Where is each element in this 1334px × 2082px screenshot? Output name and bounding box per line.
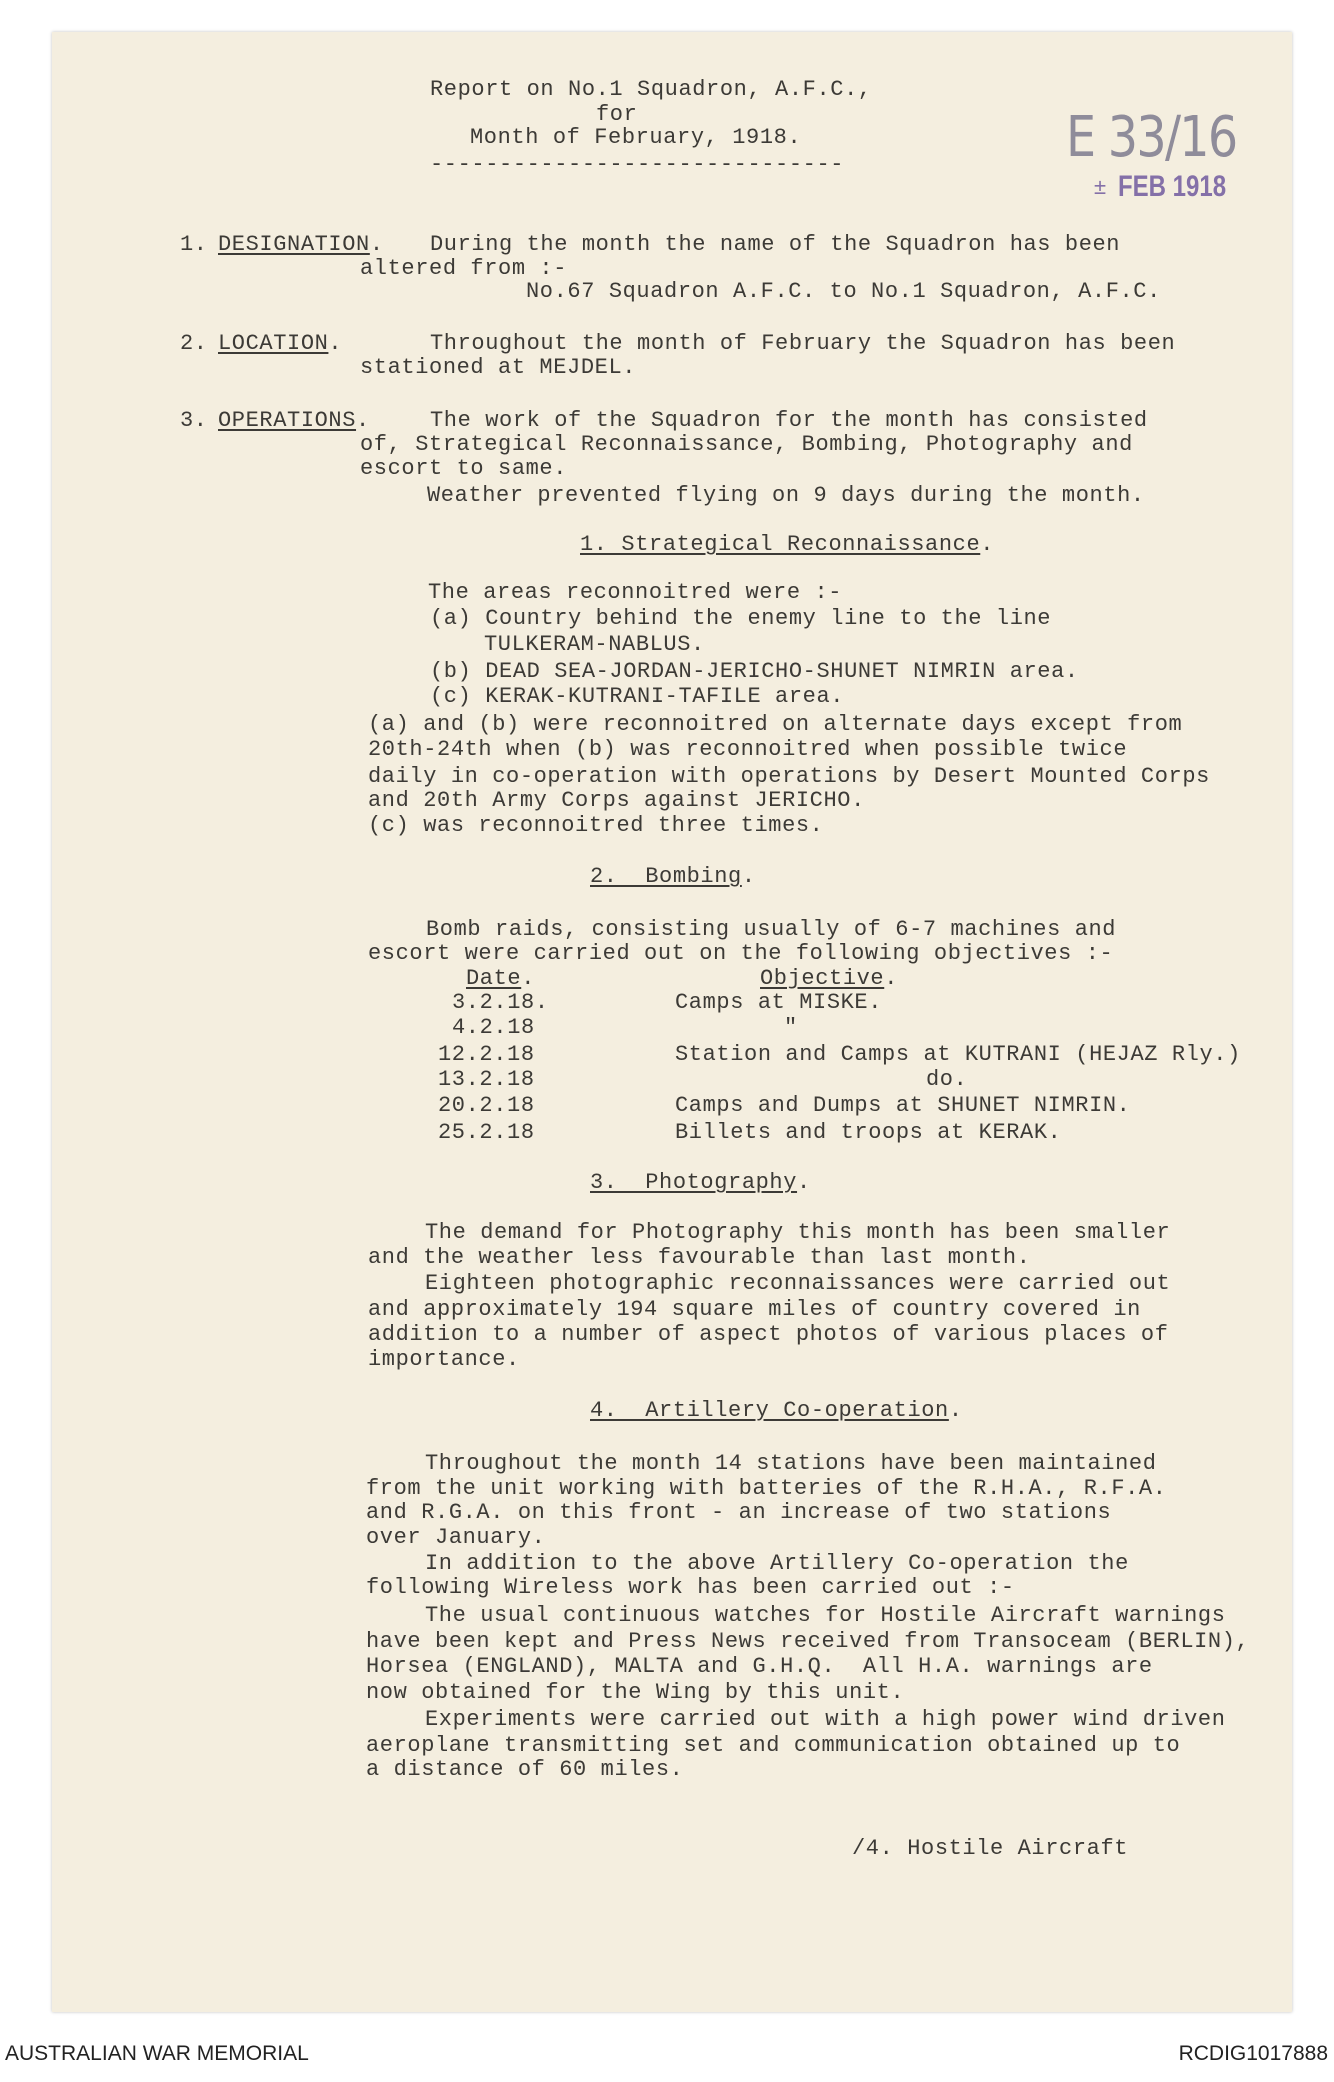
date-column-header-wrap: Date.	[466, 966, 536, 991]
artillery-line: The usual continuous watches for Hostile Aircraft warnings	[425, 1603, 1226, 1628]
photography-line: Eighteen photographic reconnaissances were carried out	[425, 1271, 1171, 1296]
title-line-3: Month of February, 1918.	[470, 125, 802, 150]
location-line: Throughout the month of February the Squadron has been	[430, 331, 1176, 356]
location-heading-wrap: LOCATION.	[218, 331, 343, 356]
title-rule: ------------------------------	[430, 152, 845, 177]
operations-number: 3.	[180, 408, 208, 433]
operations-line: The work of the Squadron for the month has consisted	[430, 408, 1148, 433]
artillery-heading-wrap: 4. Artillery Co-operation.	[590, 1398, 963, 1423]
designation-heading: DESIGNATION	[218, 232, 370, 257]
bombing-objective: Station and Camps at KUTRANI (HEJAZ Rly.)	[675, 1042, 1241, 1067]
bombing-line: escort were carried out on the following objectives :-	[368, 941, 1114, 966]
bombing-date: 3.2.18.	[452, 990, 549, 1015]
operations-line: of, Strategical Reconnaissance, Bombing, Photography and	[360, 432, 1133, 457]
photography-line: importance.	[368, 1347, 520, 1372]
objective-column-header: Objective	[760, 966, 885, 991]
bombing-date: 20.2.18	[438, 1093, 535, 1118]
reconnaissance-line: (a) and (b) were reconnoitred on alternate days except from	[368, 712, 1183, 737]
artillery-line: and R.G.A. on this front - an increase of two stations	[366, 1500, 1112, 1525]
bombing-objective: Camps at MISKE.	[675, 990, 883, 1015]
reconnaissance-line: (c) was reconnoitred three times.	[368, 813, 824, 838]
bombing-date: 25.2.18	[438, 1120, 535, 1145]
reconnaissance-line: (b) DEAD SEA-JORDAN-JERICHO-SHUNET NIMRIN area.	[430, 659, 1079, 684]
reconnaissance-line: The areas reconnoitred were :-	[428, 580, 843, 605]
bombing-objective: Camps and Dumps at SHUNET NIMRIN.	[675, 1093, 1131, 1118]
artillery-line: now obtained for the Wing by this unit.	[366, 1680, 905, 1705]
artillery-line: Horsea (ENGLAND), MALTA and G.H.Q. All H.A. warnings are	[366, 1654, 1153, 1679]
stamp-mark: ±	[1094, 174, 1107, 199]
photography-line: addition to a number of aspect photos of various places of	[368, 1322, 1169, 1347]
reconnaissance-heading: 1. Strategical Reconnaissance	[580, 532, 981, 557]
artillery-heading: 4. Artillery Co-operation	[590, 1398, 949, 1423]
footer-institution: AUSTRALIAN WAR MEMORIAL	[5, 2042, 309, 2065]
artillery-line: Throughout the month 14 stations have been maintained	[425, 1451, 1157, 1476]
reconnaissance-line: (c) KERAK-KUTRANI-TAFILE area.	[430, 684, 845, 709]
reconnaissance-line: daily in co-operation with operations by Desert Mounted Corps	[368, 764, 1210, 789]
operations-heading: OPERATIONS	[218, 408, 357, 433]
footer-item-id: RCDIG1017888	[1178, 2042, 1328, 2065]
bombing-date: 13.2.18	[438, 1067, 535, 1092]
artillery-line: aeroplane transmitting set and communication obtained up to	[366, 1733, 1181, 1758]
bombing-objective: Billets and troops at KERAK.	[675, 1120, 1062, 1145]
designation-line: During the month the name of the Squadron has been	[430, 232, 1121, 257]
operations-line: Weather prevented flying on 9 days during the month.	[427, 483, 1145, 508]
bombing-date: 12.2.18	[438, 1042, 535, 1067]
location-line: stationed at MEJDEL.	[360, 355, 637, 380]
objective-column-header-wrap: Objective.	[760, 966, 899, 991]
reconnaissance-line: 20th-24th when (b) was reconnoitred when possible twice	[368, 737, 1128, 762]
operations-heading-wrap: OPERATIONS.	[218, 408, 370, 433]
location-number: 2.	[180, 331, 208, 356]
file-number-handwritten: E 33/16	[1066, 105, 1237, 170]
artillery-line: over January.	[366, 1525, 546, 1550]
photography-line: and approximately 194 square miles of country covered in	[368, 1297, 1141, 1322]
title-line-2: for	[596, 102, 638, 127]
bombing-date: 4.2.18	[452, 1015, 535, 1040]
reconnaissance-line: TULKERAM-NABLUS.	[484, 632, 705, 657]
bombing-heading: 2. Bombing	[590, 864, 742, 889]
artillery-line: In addition to the above Artillery Co-operation the	[425, 1551, 1129, 1576]
reconnaissance-line: (a) Country behind the enemy line to the line	[430, 606, 1052, 631]
designation-heading-wrap: DESIGNATION.	[218, 232, 384, 257]
photography-heading-wrap: 3. Photography.	[590, 1170, 811, 1195]
designation-line: No.67 Squadron A.F.C. to No.1 Squadron, A.F.C.	[526, 279, 1161, 304]
photography-heading: 3. Photography	[590, 1170, 798, 1195]
date-column-header: Date	[466, 966, 522, 991]
reconnaissance-heading-wrap: 1. Strategical Reconnaissance.	[580, 532, 995, 557]
title-line-1: Report on No.1 Squadron, A.F.C.,	[430, 77, 872, 102]
designation-number: 1.	[180, 232, 208, 257]
artillery-line: following Wireless work has been carried out :-	[366, 1575, 1015, 1600]
artillery-line: from the unit working with batteries of the R.H.A., R.F.A.	[366, 1476, 1167, 1501]
operations-line: escort to same.	[360, 456, 568, 481]
artillery-line: Experiments were carried out with a high power wind driven	[425, 1707, 1226, 1732]
bombing-line: Bomb raids, consisting usually of 6-7 machines and	[426, 917, 1117, 942]
designation-line: altered from :-	[360, 256, 568, 281]
continuation-note: /4. Hostile Aircraft	[852, 1836, 1129, 1861]
photography-line: and the weather less favourable than last month.	[368, 1245, 1031, 1270]
location-heading: LOCATION	[218, 331, 329, 356]
artillery-line: have been kept and Press News received from Transoceam (BERLIN),	[366, 1629, 1250, 1654]
bombing-objective: do.	[926, 1067, 968, 1092]
bombing-objective: "	[784, 1015, 798, 1040]
date-stamp: FEB 1918	[1118, 170, 1227, 203]
artillery-line: a distance of 60 miles.	[366, 1757, 684, 1782]
photography-line: The demand for Photography this month has been smaller	[425, 1220, 1171, 1245]
reconnaissance-line: and 20th Army Corps against JERICHO.	[368, 788, 865, 813]
bombing-heading-wrap: 2. Bombing.	[590, 864, 756, 889]
